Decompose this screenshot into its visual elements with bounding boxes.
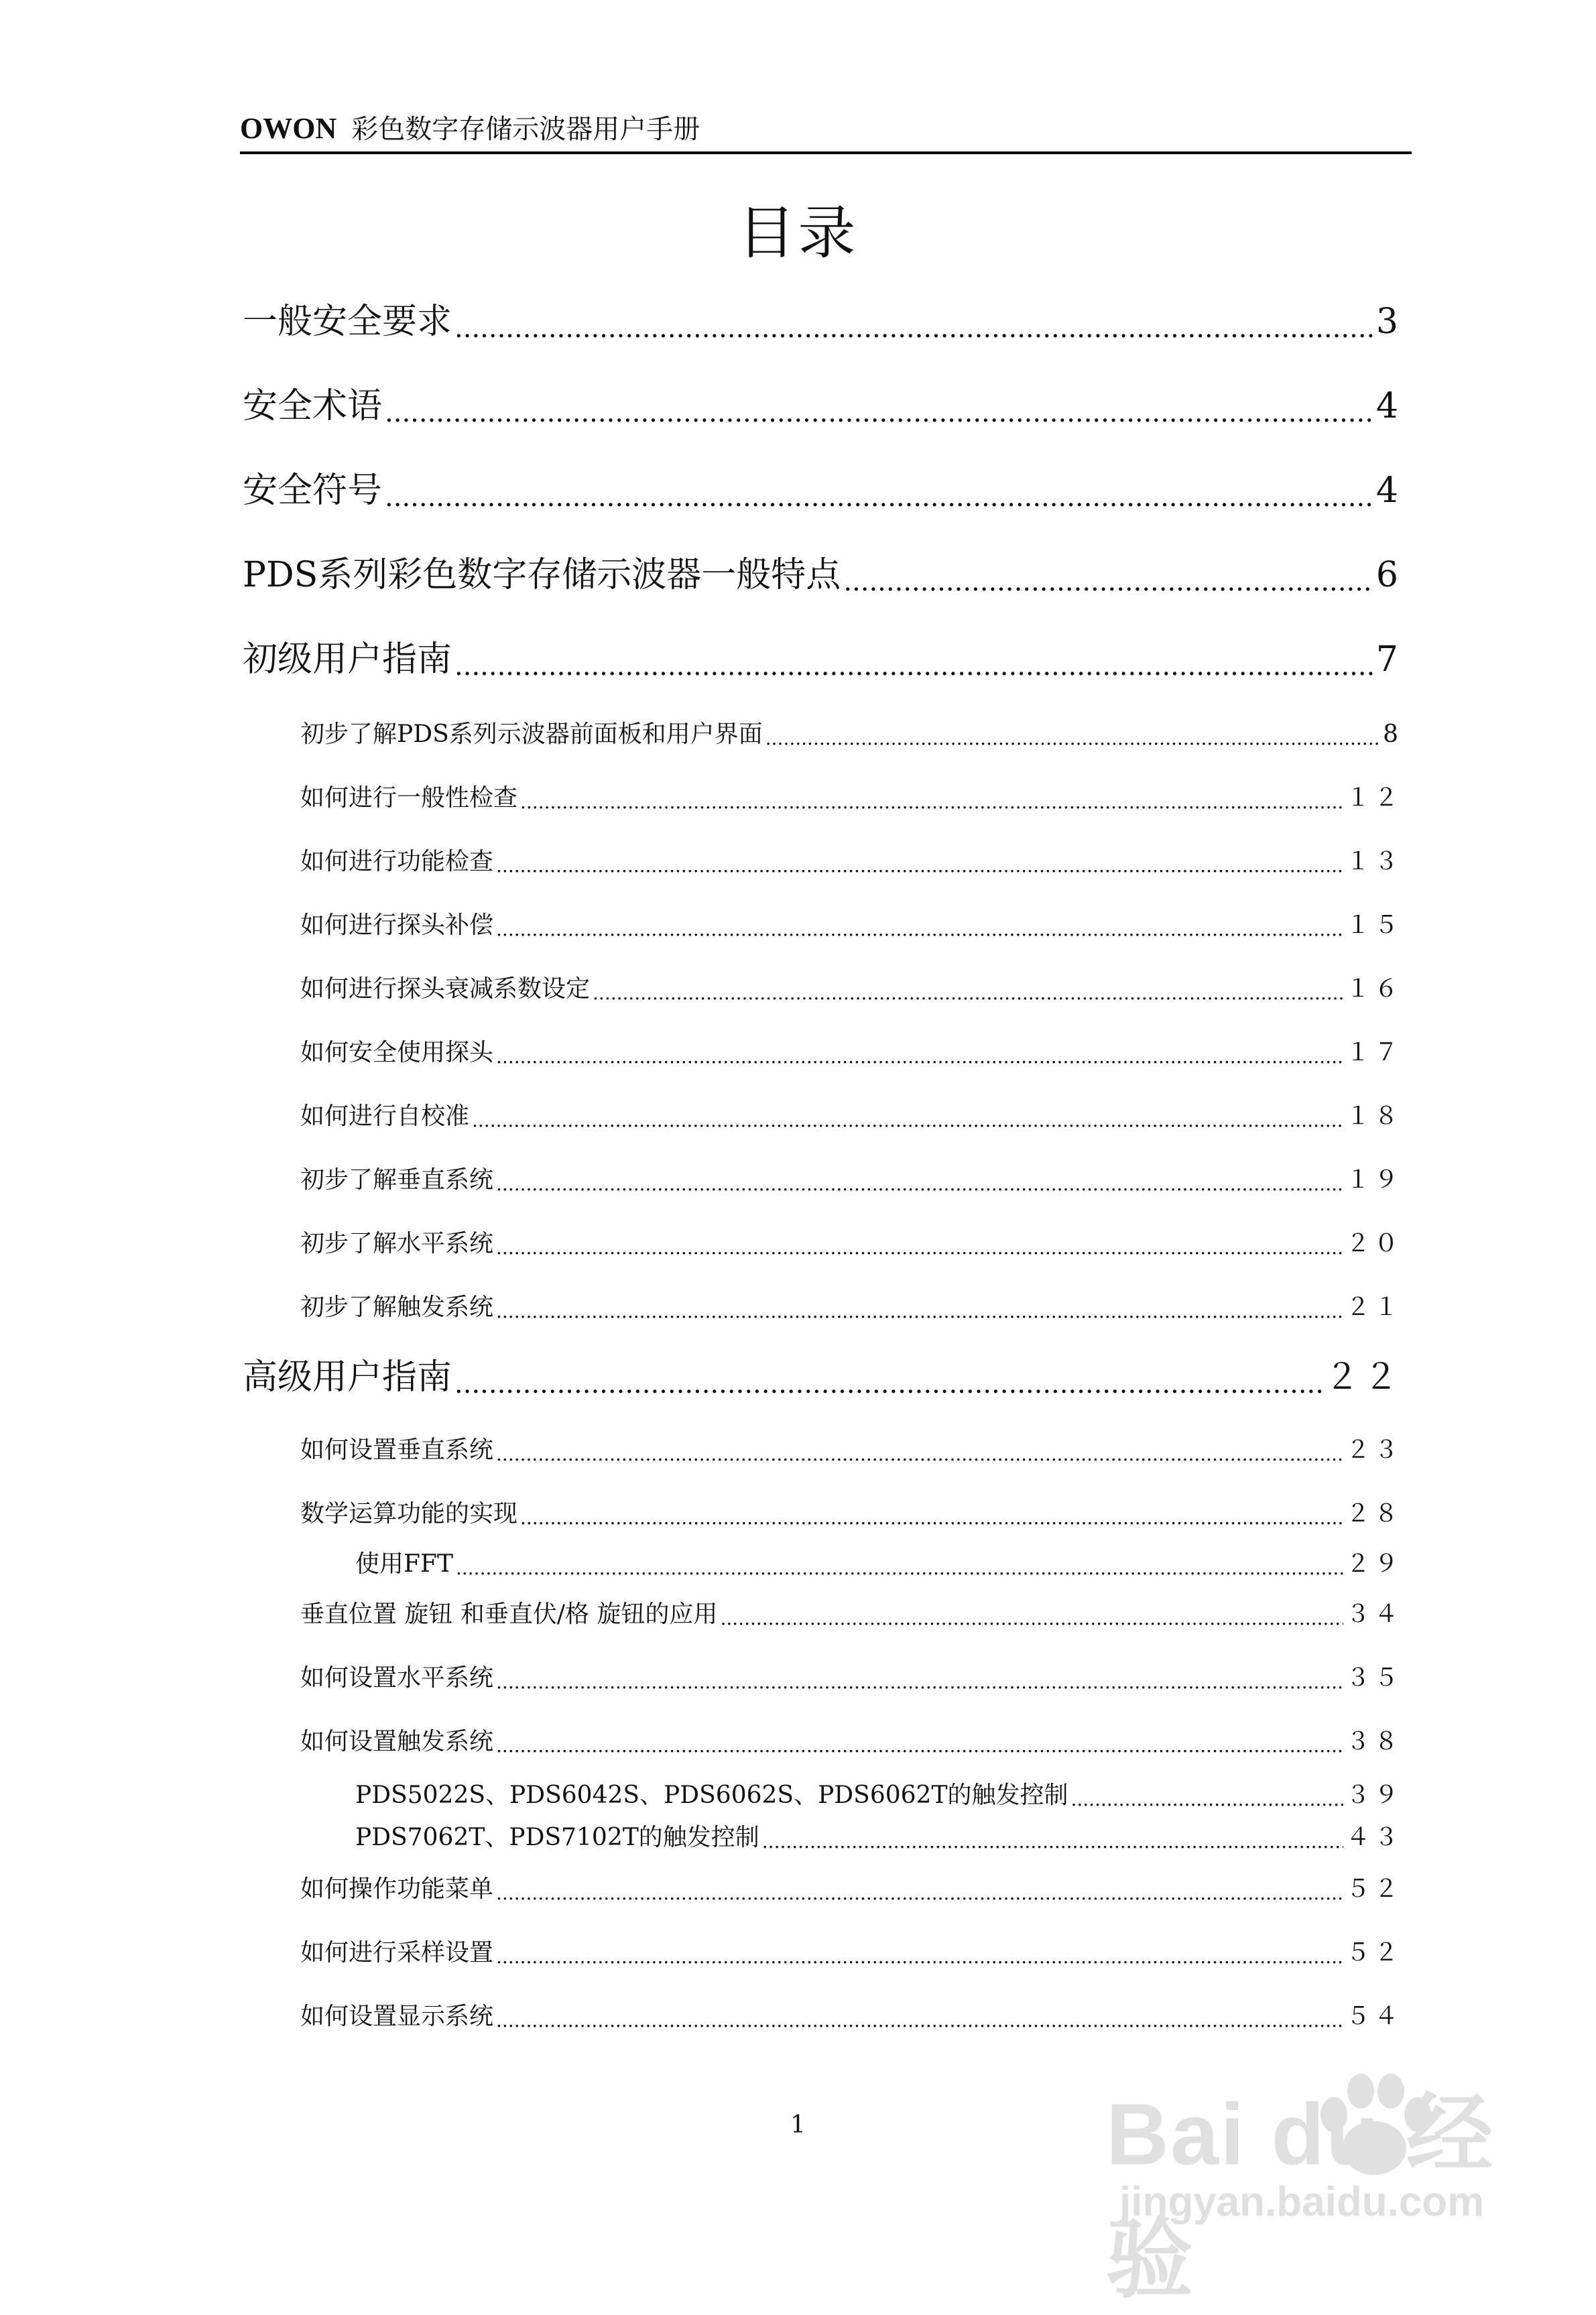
toc-entry-page: ５２ <box>1345 1939 1402 1966</box>
leader-dots <box>385 396 1373 430</box>
leader-dots <box>720 1607 1343 1631</box>
toc-entry[interactable] <box>300 1434 1402 1466</box>
toc-entry[interactable] <box>243 298 1402 345</box>
toc-entry-label: 安全符号 <box>243 471 383 511</box>
toc-entry[interactable] <box>300 1726 1402 1758</box>
toc-entry-page: 8 <box>1383 721 1402 748</box>
toc-entry-page: １３ <box>1345 848 1402 875</box>
toc-entry-label: 如何进行一般性检查 <box>300 784 518 812</box>
toc-entry[interactable] <box>300 1599 1402 1631</box>
leader-dots <box>765 727 1380 751</box>
toc-entry[interactable] <box>300 1037 1402 1069</box>
toc-entry-label: 如何操作功能菜单 <box>300 1875 494 1903</box>
toc-entry-label: 高级用户指南 <box>243 1357 452 1397</box>
leader-dots <box>496 1670 1343 1694</box>
page-number: 1 <box>790 2111 806 2139</box>
toc-entry[interactable] <box>300 910 1402 942</box>
toc-entry[interactable] <box>243 1354 1402 1401</box>
leader-dots <box>456 1556 1343 1580</box>
toc-entry-label: 如何安全使用探头 <box>300 1039 494 1066</box>
toc-entry-label: 使用FFT <box>355 1550 453 1578</box>
toc-entry[interactable] <box>300 973 1402 1005</box>
leader-dots <box>762 1830 1343 1854</box>
leader-dots <box>472 1109 1343 1133</box>
toc-entry-page: ３９ <box>1345 1781 1402 1809</box>
toc-entry[interactable] <box>300 718 1402 751</box>
toc-entry[interactable] <box>300 1873 1402 1905</box>
leader-dots <box>496 2009 1343 2033</box>
toc-entry-label: 初步了解PDS系列示波器前面板和用户界面 <box>300 721 763 748</box>
leader-dots <box>496 1045 1343 1069</box>
leader-dots <box>496 1442 1343 1466</box>
toc-entry-label: 如何进行探头补偿 <box>300 912 494 939</box>
toc-entry-page: 4 <box>1375 471 1402 511</box>
toc-entry-page: １９ <box>1345 1166 1402 1194</box>
toc-entry-page: 3 <box>1375 302 1402 342</box>
toc-entry[interactable] <box>300 782 1402 814</box>
toc-entry[interactable] <box>243 383 1402 430</box>
toc-entry-page: １２ <box>1345 784 1402 812</box>
leader-dots <box>385 481 1373 514</box>
toc-entry-page: ２２ <box>1324 1357 1402 1397</box>
toc-entry[interactable] <box>300 2001 1402 2033</box>
toc-entry[interactable] <box>300 1292 1402 1324</box>
toc-entry[interactable] <box>300 1228 1402 1260</box>
leader-dots <box>496 1172 1343 1196</box>
toc-entry[interactable] <box>300 1164 1402 1196</box>
toc-entry-label: 初步了解垂直系统 <box>300 1166 494 1194</box>
header-brand: OWON <box>240 112 337 145</box>
toc-entry[interactable] <box>355 1779 1402 1812</box>
leader-dots <box>454 649 1373 683</box>
toc-entry-page: １７ <box>1345 1039 1402 1066</box>
leader-dots <box>1070 1788 1343 1812</box>
leader-dots <box>593 981 1343 1005</box>
toc-entry[interactable] <box>243 552 1402 599</box>
leader-dots <box>520 790 1343 814</box>
toc-entry-label: PDS系列彩色数字存储示波器一般特点 <box>243 555 841 595</box>
leader-dots <box>496 1300 1343 1324</box>
toc-entry-label: 初级用户指南 <box>243 639 452 680</box>
leader-dots <box>496 1734 1343 1758</box>
toc-entry[interactable] <box>243 467 1402 514</box>
leader-dots <box>496 1881 1343 1905</box>
toc-entry-label: PDS5022S、PDS6042S、PDS6062S、PDS6062T的触发控制 <box>355 1781 1068 1809</box>
toc-entry-page: ３８ <box>1345 1728 1402 1755</box>
toc-entry-label: 如何设置水平系统 <box>300 1664 494 1692</box>
toc-entry[interactable] <box>300 1937 1402 1969</box>
toc-entry[interactable] <box>300 1662 1402 1694</box>
toc-entry[interactable] <box>243 636 1402 683</box>
page-title: 目录 <box>737 200 859 267</box>
leader-dots <box>496 1236 1343 1260</box>
toc-entry-label: 如何设置垂直系统 <box>300 1436 494 1464</box>
toc-entry-label: 安全术语 <box>243 386 383 426</box>
toc-entry-page: 7 <box>1375 639 1402 680</box>
toc-entry-label: 如何进行探头衰减系数设定 <box>300 975 591 1003</box>
toc-entry-page: ４３ <box>1345 1824 1402 1851</box>
leader-dots <box>843 565 1373 599</box>
toc-entry-page: ２８ <box>1345 1500 1402 1527</box>
leader-dots <box>520 1506 1343 1530</box>
toc-entry-page: ５２ <box>1345 1875 1402 1903</box>
toc-entry-page: ３５ <box>1345 1664 1402 1692</box>
toc-entry-label: 数学运算功能的实现 <box>300 1500 518 1527</box>
toc-entry-page: ３４ <box>1345 1601 1402 1628</box>
toc-entry-page: ２３ <box>1345 1436 1402 1464</box>
toc-entry-label: 如何进行功能检查 <box>300 848 494 875</box>
toc-entry-page: １６ <box>1345 975 1402 1003</box>
toc-entry-page: ２１ <box>1345 1294 1402 1321</box>
watermark-logo: Bai du 经验 <box>1106 2085 1495 2308</box>
toc-entry[interactable] <box>300 1498 1402 1530</box>
toc-entry-label: 初步了解触发系统 <box>300 1294 494 1321</box>
toc-entry-label: 一般安全要求 <box>243 302 452 342</box>
toc-entry-page: 4 <box>1375 386 1402 426</box>
baidu-jingyan-watermark <box>1106 2064 1575 2308</box>
toc-entry-page: １８ <box>1345 1103 1402 1130</box>
toc-entry[interactable] <box>300 846 1402 878</box>
leader-dots <box>496 1945 1343 1969</box>
leader-dots <box>496 854 1343 878</box>
header-title: 彩色数字存储示波器用户手册 <box>351 114 700 145</box>
toc-entry-label: 垂直位置 旋钮 和垂直伏/格 旋钮的应用 <box>300 1601 718 1628</box>
toc-entry[interactable] <box>355 1822 1402 1854</box>
toc-entry-label: 如何进行自校准 <box>300 1103 470 1130</box>
toc-entry-label: PDS7062T、PDS7102T的触发控制 <box>355 1824 759 1851</box>
page-header <box>240 106 1412 154</box>
toc-entry-page: 6 <box>1375 555 1402 595</box>
leader-dots <box>454 1367 1322 1401</box>
toc-entry-label: 如何设置显示系统 <box>300 2003 494 2030</box>
toc-entry-label: 如何进行采样设置 <box>300 1939 494 1966</box>
toc-entry-page: ２９ <box>1345 1550 1402 1578</box>
toc-entry-label: 如何设置触发系统 <box>300 1728 494 1755</box>
leader-dots <box>496 918 1343 942</box>
toc-entry-page: ２０ <box>1345 1230 1402 1257</box>
toc-entry-page: ５４ <box>1345 2003 1402 2030</box>
toc-entry-label: 初步了解水平系统 <box>300 1230 494 1257</box>
toc-entry[interactable] <box>300 1101 1402 1133</box>
watermark-url: jingyan.baidu.com <box>1119 2179 1485 2225</box>
toc-entry[interactable] <box>355 1548 1402 1580</box>
toc-entry-page: １５ <box>1345 912 1402 939</box>
leader-dots <box>454 312 1373 345</box>
